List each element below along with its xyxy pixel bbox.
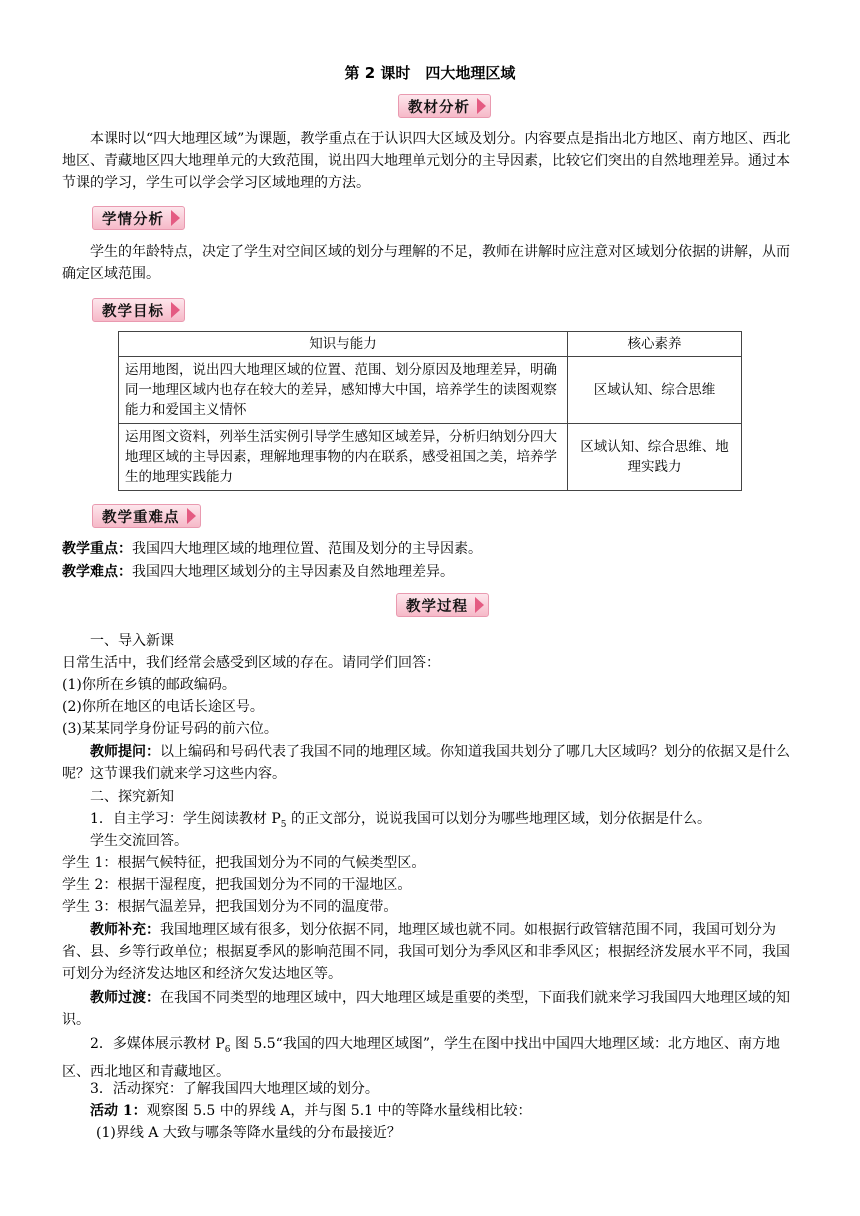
section-label: 教材分析 xyxy=(408,99,470,116)
lesson-title: 第 2 课时 四大地理区域 xyxy=(344,64,516,82)
goals-table xyxy=(118,331,742,491)
question-2: (2)你所在地区的电话长途区号。 xyxy=(62,699,264,715)
sup-label: 教师补充： xyxy=(90,922,160,938)
step-2 xyxy=(62,1033,802,1083)
student-answer-3: 学生 3：根据气温差异，把我国划分为不同的温度带。 xyxy=(62,899,398,915)
table-header-row xyxy=(119,332,742,357)
student-paragraph: 学生的年龄特点，决定了学生对空间区域的划分与理解的不足，教师在讲解时应注意对区域划分依据的讲解，从而确定区域范围。 xyxy=(62,244,790,282)
difficulty-line xyxy=(62,562,454,582)
heading-intro: 一、导入新课 xyxy=(90,633,174,649)
activity-question-1: (1)界线 A 大致与哪条等降水量线的分布最接近？ xyxy=(96,1125,401,1141)
arrow-icon xyxy=(171,210,180,226)
sup-text: 我国地理区域有很多，划分依据不同，地理区域也就不同。如根据行政管辖范围不同，我国可划分为省、县、乡等行政单位；根据夏季风的影响范围不同，我国可划分为季风区和非季风区；根据经济发展水平不同，我国可划分为经济发达地区和经济欠发达地区等。 xyxy=(62,922,790,982)
section-badge-goals xyxy=(92,299,185,321)
heading-explore: 二、探究新知 xyxy=(90,789,174,805)
table-row xyxy=(119,357,742,424)
page-subscript: 6 xyxy=(224,1044,231,1055)
table-header-cell: 知识与能力 xyxy=(119,332,568,357)
activity-label: 活动 1： xyxy=(90,1103,147,1119)
step-3: 3．活动探究：了解我国四大地理区域的划分。 xyxy=(90,1081,379,1097)
step-1-post: 的正文部分，说说我国可以划分为哪些地理区域，划分依据是什么。 xyxy=(286,811,711,827)
table-cell: 区域认知、综合思维、地理实践力 xyxy=(568,424,742,491)
section-label: 教学目标 xyxy=(102,303,164,320)
activity-text: 观察图 5.5 中的界线 A，并与图 5.1 中的等降水量线相比较： xyxy=(146,1103,532,1119)
ask-text: 以上编码和号码代表了我国不同的地理区域。你知道我国共划分了哪几大区域吗？划分的依据又是什么呢？这节课我们就来学习这些内容。 xyxy=(62,744,790,782)
trans-label: 教师过渡： xyxy=(90,990,160,1006)
difficulty-label: 教学难点： xyxy=(62,564,132,580)
activity-1 xyxy=(90,1101,532,1121)
focus-label: 教学重点： xyxy=(62,541,132,557)
arrow-icon xyxy=(187,508,196,524)
section-badge-keypoints xyxy=(92,505,201,527)
difficulty-text: 我国四大地理区域划分的主导因素及自然地理差异。 xyxy=(132,564,454,580)
trans-text: 在我国不同类型的地理区域中，四大地理区域是重要的类型，下面我们就来学习我国四大地理区域的知识。 xyxy=(62,990,790,1028)
table-cell: 区域认知、综合思维 xyxy=(568,357,742,424)
table-header-cell: 核心素养 xyxy=(568,332,742,357)
question-1: (1)你所在乡镇的邮政编码。 xyxy=(62,677,236,693)
teacher-supplement xyxy=(62,919,802,985)
table-cell: 运用图文资料，列举生活实例引导学生感知区域差异，分析归纳划分四大地理区域的主导因素，理解地理事物的内在联系，感受祖国之美，培养学生的地理实践能力 xyxy=(119,424,568,491)
section-badge-material xyxy=(398,95,491,117)
section-badge-process xyxy=(396,594,489,616)
step-1-b: 学生交流回答。 xyxy=(90,833,188,849)
material-paragraph: 本课时以“四大地理区域”为课题，教学重点在于认识四大区域及划分。内容要点是指出北方地区、南方地区、西北地区、青藏地区四大地理单元的大致范围，说出四大地理单元划分的主导因素，比较它们突出的自然地理差异。通过本节课的学习，学生可以学会学习区域地理的方法。 xyxy=(62,131,791,191)
teacher-transition xyxy=(62,987,802,1031)
section-badge-student xyxy=(92,207,185,229)
page-subscript: 5 xyxy=(280,819,287,830)
arrow-icon xyxy=(477,98,486,114)
arrow-icon xyxy=(171,302,180,318)
section-label: 教学过程 xyxy=(406,598,468,615)
step-2-pre: 2．多媒体展示教材 P xyxy=(90,1036,225,1052)
section-label: 教学重难点 xyxy=(102,509,180,526)
arrow-icon xyxy=(475,597,484,613)
focus-text: 我国四大地理区域的地理位置、范围及划分的主导因素。 xyxy=(132,541,482,557)
step-2-post: 图 5.5“我国的四大地理区域图”，学生在图中找出中国四大地理区域：北方地区、南方地区、西北地区和青藏地区。 xyxy=(62,1036,780,1080)
intro-text: 日常生活中，我们经常会感受到区域的存在。请同学们回答： xyxy=(62,655,440,671)
teacher-question xyxy=(62,741,802,785)
focus-line xyxy=(62,539,482,559)
student-answer-1: 学生 1：根据气候特征，把我国划分为不同的气候类型区。 xyxy=(62,855,426,871)
question-3: (3)某某同学身份证号码的前六位。 xyxy=(62,721,278,737)
section-label: 学情分析 xyxy=(102,211,164,228)
ask-label: 教师提问： xyxy=(90,744,160,760)
table-cell: 运用地图，说出四大地理区域的位置、范围、划分原因及地理差异，明确同一地理区域内也存在较大的差异，感知博大中国，培养学生的读图观察能力和爱国主义情怀 xyxy=(119,357,568,424)
step-1-pre: 1．自主学习：学生阅读教材 P xyxy=(90,811,281,827)
table-row xyxy=(119,424,742,491)
student-answer-2: 学生 2：根据干湿程度，把我国划分为不同的干湿地区。 xyxy=(62,877,412,893)
